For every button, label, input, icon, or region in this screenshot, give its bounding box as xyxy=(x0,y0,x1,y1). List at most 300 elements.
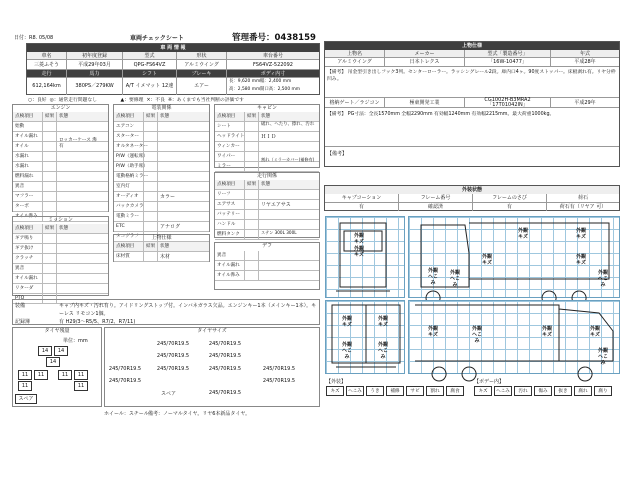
cabin-state xyxy=(259,162,319,172)
running-section xyxy=(214,172,320,238)
legend-chip: うき xyxy=(366,386,384,396)
mission-item: 異音 xyxy=(13,264,43,274)
legend-chip: へこみ xyxy=(346,386,364,396)
engine-row xyxy=(13,152,108,162)
tire-r4: 11 xyxy=(74,370,88,380)
body-inner-size xyxy=(227,78,319,95)
legend-chip: 腐れ xyxy=(574,386,592,396)
mark-side-3: 外観キズ xyxy=(481,254,492,266)
electrical-state xyxy=(158,182,209,192)
first-registration: 平成29年03月 xyxy=(67,60,123,69)
remarks-label: 装備 xyxy=(15,303,26,309)
remarks-text: キャブ内キズ・汚れ有り。アイドリングストップ付。インバネガラス欠品。エンジンキー1本（メインキー1本）。キーレス リモコン1個。 xyxy=(59,303,317,317)
running-item: リーフ xyxy=(215,190,245,200)
size-opening-height: 開口高：2,500 mm xyxy=(260,87,301,92)
engine-h2: 結果 xyxy=(43,112,57,122)
h-upper-name: 上物名 xyxy=(325,50,385,57)
upper-year: 平成28年 xyxy=(574,59,596,65)
mission-item: ギア鳴り xyxy=(13,234,43,244)
mission-item: クラッチ xyxy=(13,254,43,264)
electrical-row xyxy=(114,212,209,222)
mark-rear-2: 外観キズ xyxy=(377,316,388,328)
mission-row xyxy=(13,264,108,274)
h-reg: 初年度登録 xyxy=(67,52,123,59)
engine-result xyxy=(43,182,57,192)
cabin-result xyxy=(245,152,259,162)
mission-item: PTO xyxy=(13,294,43,304)
mgmt-number: 0438159 xyxy=(274,33,316,43)
cabin-h1: 点検項目 xyxy=(215,112,245,122)
h-shift: シフト xyxy=(123,70,177,77)
electrical-item: タコグラフ xyxy=(114,232,144,242)
diff-row xyxy=(215,271,319,281)
appearance-legend-title: 【外装】 xyxy=(326,379,347,385)
cabin-item: ワイパー xyxy=(215,152,245,162)
cabin-section xyxy=(214,104,320,168)
h-upper-mfr: メーカー xyxy=(385,50,465,57)
engine-item: 異音 xyxy=(13,182,43,192)
mission-state xyxy=(57,274,108,284)
mission-row xyxy=(13,254,108,264)
electrical-result xyxy=(144,192,158,202)
engine-row xyxy=(13,122,108,132)
mission-result xyxy=(43,284,57,294)
engine-row xyxy=(13,182,108,192)
electrical-item: スターター xyxy=(114,132,144,142)
legend-chip: キズ xyxy=(474,386,492,396)
electrical-result xyxy=(144,222,158,232)
mark-side-5: 外観へこみ xyxy=(449,270,460,288)
mission-row xyxy=(13,284,108,294)
body-legend-title: 【ボデー内】 xyxy=(474,379,505,385)
mileage: 612,164km xyxy=(27,78,67,95)
upper-h1: 点検項目 xyxy=(114,242,144,252)
legend-note: ※：あくまでも当社判断の評価です xyxy=(167,98,244,103)
h-size: ボディ内寸 xyxy=(260,71,286,77)
diff-section xyxy=(214,242,320,290)
electrical-item: 室内灯 xyxy=(114,182,144,192)
diff-item: オイル滲み xyxy=(215,271,245,281)
mission-section xyxy=(12,216,109,301)
tire-f2: 14 xyxy=(46,357,60,367)
mark-front-1: 外観キズ xyxy=(353,233,364,245)
legend-good: ○：良好 xyxy=(28,98,47,103)
gate-year: 平成29年 xyxy=(574,100,596,106)
legend-chip: 補修 xyxy=(386,386,404,396)
running-row xyxy=(215,220,319,230)
electrical-row xyxy=(114,142,209,152)
wheel-type: ホイール：スチール xyxy=(104,411,149,417)
tire-size-r3: 245/70R19.5 xyxy=(108,366,142,372)
legend-chip: へこみ xyxy=(494,386,512,396)
remarks-box xyxy=(12,299,320,325)
running-state xyxy=(259,220,319,230)
h-gate: 格納ゲート／ラジコン xyxy=(325,98,385,107)
body-shape: アルミウイング xyxy=(177,60,227,69)
wheel-note: 備考：ノーマルタイヤ。リヤ6本新品タイヤ。 xyxy=(148,411,251,417)
electrical-h3: 状態 xyxy=(160,114,170,119)
h-name: 車名 xyxy=(27,52,67,59)
running-h3: 状態 xyxy=(261,182,271,187)
electrical-state xyxy=(158,142,209,152)
exterior-table xyxy=(324,185,620,211)
upper-spec-table xyxy=(324,41,620,167)
engine-state xyxy=(57,202,108,212)
engine-item: 燃料漏れ xyxy=(13,172,43,182)
chassis-number: FS64VZ-522092 xyxy=(253,62,293,68)
engine-result xyxy=(43,132,57,142)
tire-depth-unit: 単位：mm xyxy=(63,338,88,344)
electrical-row xyxy=(114,182,209,192)
vehicle-info-table xyxy=(26,43,320,95)
upper-item: 床材質 xyxy=(114,252,144,262)
size-height: 高：2,580 mm xyxy=(229,87,261,92)
tire-size-f1: 245/70R19.5 xyxy=(156,341,190,347)
engine-section xyxy=(12,104,109,219)
engine-row xyxy=(13,192,108,202)
tank-state: ステン 300L 300L xyxy=(261,230,297,235)
tire-size-r8: 245/70R19.5 xyxy=(262,378,296,384)
engine-result xyxy=(43,172,57,182)
engine-result xyxy=(43,122,57,132)
cabin-state xyxy=(259,142,319,152)
engine-row xyxy=(13,202,108,212)
engine-state xyxy=(57,152,108,162)
legend xyxy=(28,96,244,103)
electrical-result xyxy=(144,162,158,172)
truck-side-outline xyxy=(409,217,621,299)
electrical-state xyxy=(158,122,209,132)
electrical-item: オルタネーター xyxy=(114,142,144,152)
h-chassis: 車台番号 xyxy=(262,53,283,59)
tire-size-f2: 245/70R19.5 xyxy=(208,341,242,347)
tire-r2: 11 xyxy=(34,370,48,380)
electrical-result xyxy=(144,122,158,132)
gate-model-cell xyxy=(465,98,551,107)
diff-item: オイル漏れ xyxy=(215,261,245,271)
tire-r3: 11 xyxy=(58,370,72,380)
upper-note2: 【備考】 PG寸法：全長1570mm 全幅2290mm 有効幅1240mm 有効幅2215mm。最大荷重1000kg。 xyxy=(327,112,555,117)
cabin-item: シート xyxy=(215,122,245,132)
running-state xyxy=(259,210,319,220)
electrical-state xyxy=(158,212,209,222)
h-frame-rust: フレームのさび xyxy=(473,194,547,202)
mission-h1: 点検項目 xyxy=(13,224,43,234)
running-result xyxy=(245,190,259,200)
mission-state xyxy=(57,284,108,294)
tire-size-r6: 245/70R19.5 xyxy=(262,366,296,372)
tachograph-value: アナログ xyxy=(160,224,181,230)
mission-item: リターダ xyxy=(13,284,43,294)
h-type: 型式 xyxy=(123,52,177,59)
gate-serial: 「17T01042IN」 xyxy=(487,102,528,108)
cabin-item: ヘッドライト xyxy=(215,132,245,142)
upper-name: アルミウイング xyxy=(325,58,385,66)
engine-item: 始動 xyxy=(13,122,43,132)
legend-chip: サビ xyxy=(406,386,424,396)
legend-chip: 抜き xyxy=(554,386,572,396)
mission-row xyxy=(13,274,108,284)
diff-item: 異音 xyxy=(215,251,245,261)
engine-title: エンジン xyxy=(50,105,71,111)
mirror-state: 割れ（ミラーカバー(補修有) xyxy=(261,157,315,162)
electrical-item: P/W（助手席） xyxy=(114,162,144,172)
tire-depth-title: タイヤ残量 xyxy=(44,328,70,334)
airsus-state: リヤエアサス xyxy=(261,202,291,208)
engine-h1: 点検項目 xyxy=(13,112,43,122)
mission-state xyxy=(57,244,108,254)
mission-title: ミッション xyxy=(48,217,73,223)
electrical-state xyxy=(158,152,209,162)
legend-chip: キズ xyxy=(326,386,344,396)
upper-section xyxy=(113,234,210,262)
tire-size-r4: 245/70R19.5 xyxy=(156,366,190,372)
electrical-item: エアコン xyxy=(114,122,144,132)
transmission: A/T イメマット 12速 xyxy=(123,78,177,95)
tire-fr: 14 xyxy=(54,346,68,356)
electrical-state xyxy=(158,202,209,212)
engine-row xyxy=(13,162,108,172)
h-power: 馬力 xyxy=(67,70,123,77)
upper-spec-title: 上物仕様 xyxy=(325,42,619,50)
upper-model: 「16W-10477」 xyxy=(465,58,551,66)
rear-view-grid xyxy=(325,300,405,374)
h-upper-year: 年式 xyxy=(579,51,590,57)
tire-size-box xyxy=(104,327,320,407)
cabin-result xyxy=(245,142,259,152)
tire-r5: 11 xyxy=(18,381,32,391)
electrical-title: 電装関係 xyxy=(151,105,172,111)
mission-item: ギア抜け xyxy=(13,244,43,254)
electrical-row xyxy=(114,122,209,132)
tire-r1: 11 xyxy=(18,370,32,380)
tire-size-r1: 245/70R19.5 xyxy=(156,353,190,359)
backcam-value: カラー xyxy=(160,194,176,200)
engine-result xyxy=(43,142,57,152)
legend-chip: 腐食 xyxy=(446,386,464,396)
mission-h2: 結果 xyxy=(43,224,57,234)
legend-normal: ◎：通常走行問題なし xyxy=(49,98,97,103)
mark-side-4: 外観キズ xyxy=(575,254,586,266)
diff-state xyxy=(259,251,319,261)
electrical-h1: 点検項目 xyxy=(114,112,144,122)
running-row xyxy=(215,190,319,200)
engine-result xyxy=(43,162,57,172)
stone-value: 荷石有（リヤア 可） xyxy=(559,204,607,210)
mark-side2-5: 外観へこみ xyxy=(597,348,608,366)
mission-result xyxy=(43,254,57,264)
tire-depth-box xyxy=(12,327,102,407)
engine-state xyxy=(57,172,108,182)
electrical-item: 電動格納ミラー xyxy=(114,172,144,182)
mission-state xyxy=(57,254,108,264)
mgmt-label: 管理番号：0438159 xyxy=(232,33,316,43)
electrical-result xyxy=(144,172,158,182)
tire-fl: 14 xyxy=(38,346,52,356)
engine-item: マフラー xyxy=(13,192,43,202)
model-code: QPG-FS64VZ xyxy=(123,60,177,69)
diff-state xyxy=(259,271,319,281)
legend-bad: ×：不良 xyxy=(146,98,165,103)
print-date: 日付：R8. 05/08 xyxy=(14,35,54,41)
mission-state xyxy=(57,264,108,274)
mark-side-2: 外観キズ xyxy=(575,228,586,240)
mission-state xyxy=(57,234,108,244)
mission-result xyxy=(43,234,57,244)
running-row xyxy=(215,210,319,220)
electrical-h2: 結果 xyxy=(144,112,158,122)
running-item: 燃料タンク xyxy=(215,230,245,240)
h-upper-model: 型式「製造番号」 xyxy=(465,50,551,57)
running-item: バッテリー xyxy=(215,210,245,220)
truck-front-outline xyxy=(326,217,406,299)
mark-side2-1: 外観キズ xyxy=(427,326,438,338)
gate-maker: 極東開発工業 xyxy=(385,98,465,107)
tire-size-r2: 245/70R19.5 xyxy=(208,353,242,359)
electrical-state xyxy=(158,172,209,182)
electrical-row xyxy=(114,202,209,212)
upper-note3: 【備考】 xyxy=(327,151,348,157)
engine-result xyxy=(43,192,57,202)
diff-row xyxy=(215,261,319,271)
cabin-item: ウィンカー xyxy=(215,142,245,152)
mark-rear-4: 外観へこみ xyxy=(377,342,388,360)
running-state xyxy=(259,190,319,200)
spare-size: 245/70R19.5 xyxy=(208,390,242,396)
record-text: 有 H29/3〜R5/5、R7/2、R7/11) xyxy=(59,319,136,325)
mission-result xyxy=(43,244,57,254)
electrical-item: 電動ミラー xyxy=(114,212,144,222)
engine-state xyxy=(57,182,108,192)
cabin-result xyxy=(245,162,259,172)
engine-item: オイル滲み xyxy=(13,212,43,222)
truck-rear-outline xyxy=(326,301,406,375)
cabin-result xyxy=(245,132,259,142)
sheet-title: 車両チェックシート xyxy=(130,35,184,42)
electrical-row xyxy=(114,162,209,172)
h-shape: 形状 xyxy=(177,52,227,59)
engine-state xyxy=(57,192,108,202)
electrical-result xyxy=(144,142,158,152)
legend-chip: 汚れ xyxy=(514,386,532,396)
diff-row xyxy=(215,251,319,261)
electrical-state xyxy=(158,162,209,172)
engine-row xyxy=(13,172,108,182)
diff-result xyxy=(245,251,259,261)
diff-state xyxy=(259,261,319,271)
diff-result xyxy=(245,271,259,281)
mission-item: オイル漏れ xyxy=(13,274,43,284)
cabin-result xyxy=(245,122,259,132)
upper-h3: 状態 xyxy=(160,244,170,249)
running-result xyxy=(245,220,259,230)
mission-result xyxy=(43,274,57,284)
legend-chip: 腐り xyxy=(594,386,612,396)
floor-state: 木材 xyxy=(160,254,171,260)
truck-side2-outline xyxy=(409,301,621,375)
running-item: エアサス xyxy=(215,200,245,210)
mission-result xyxy=(43,264,57,274)
tire-size-r7: 245/70R19.5 xyxy=(108,378,142,384)
tire-r6: 11 xyxy=(74,381,88,391)
electrical-row xyxy=(114,132,209,142)
electrical-item: バックカメラ xyxy=(114,202,144,212)
spare-size-label: スペア xyxy=(161,391,177,397)
h-caution: キャブコーション xyxy=(325,194,399,202)
electrical-result xyxy=(144,202,158,212)
brake: エアー xyxy=(177,78,227,95)
mark-side-6: 外観へこみ xyxy=(597,270,608,288)
electrical-item: P/W（運転席） xyxy=(114,152,144,162)
seat-state: 破れ、へたり、擦れ、汚れ xyxy=(261,122,315,127)
mark-side-1: 外観キズ xyxy=(517,228,528,240)
record-label: 記録簿 xyxy=(15,319,31,325)
engine-item: 水漏れ xyxy=(13,152,43,162)
engine-state xyxy=(57,162,108,172)
cabin-title: キャビン xyxy=(256,105,277,111)
diff-result xyxy=(245,261,259,271)
vehicle-section-title: 車 両 情 報 xyxy=(27,44,319,52)
running-h1: 点検項目 xyxy=(215,180,245,190)
engine-item: オイル漏れ xyxy=(13,132,43,142)
upper-result xyxy=(144,252,158,262)
running-result xyxy=(245,230,259,240)
mission-h3: 状態 xyxy=(59,226,69,231)
size-length: 長：9,620 mm xyxy=(229,79,261,84)
exterior-title: 外装状態 xyxy=(325,186,619,194)
electrical-state xyxy=(158,132,209,142)
engine-state xyxy=(57,122,108,132)
power: 380PS／279KW xyxy=(67,78,123,95)
mark-side2-3: 外観キズ xyxy=(541,326,552,338)
mark-side2-2: 外観へこみ xyxy=(471,326,482,344)
upper-note1: 【備考】 吊金型引き出しフック3列。センターローラー。ラッシングレール2段。庫内口4ヶ。90度ストッパー。床板剥れ有。リヤ分枠凹み。 xyxy=(327,70,616,82)
vehicle-name: 三菱ふそう xyxy=(27,60,67,69)
h-frame-no: フレーム番号 xyxy=(399,194,473,202)
mark-rear-1: 外観キズ xyxy=(341,316,352,328)
tire-size-r5: 245/70R19.5 xyxy=(208,366,242,372)
size-width: 幅：2,400 mm xyxy=(260,79,292,84)
tire-size-title: タイヤサイズ xyxy=(197,328,227,334)
cabin-item: ミラー xyxy=(215,162,245,172)
electrical-result xyxy=(144,132,158,142)
legend-chip: 割れ xyxy=(426,386,444,396)
electrical-result xyxy=(144,212,158,222)
engine-result xyxy=(43,202,57,212)
electrical-result xyxy=(144,152,158,162)
electrical-row xyxy=(114,172,209,182)
electrical-row xyxy=(114,152,209,162)
h-mileage: 走行 xyxy=(27,70,67,77)
caution-value: 有 xyxy=(325,203,399,211)
engine-item: ターボ xyxy=(13,202,43,212)
engine-result xyxy=(43,152,57,162)
mark-rear-3: 外観へこみ xyxy=(341,342,352,360)
mark-front-3: 外観へこみ xyxy=(427,268,438,286)
engine-item: オイル xyxy=(13,142,43,152)
running-result xyxy=(245,210,259,220)
h-brake: ブレーキ xyxy=(177,70,227,77)
diff-title: デフ xyxy=(261,243,272,249)
legend-caution: ▲：要修理 xyxy=(120,98,144,103)
frame-rust-value: 有 xyxy=(473,203,547,211)
mission-row xyxy=(13,244,108,254)
gate-model: CG1002H-B3MRA2 xyxy=(484,97,531,103)
running-title: 走行関係 xyxy=(256,173,277,179)
upper-mfr: 日本トレクス xyxy=(385,58,465,66)
running-h2: 結果 xyxy=(245,180,259,190)
mark-front-2: 外観キズ xyxy=(353,246,364,258)
